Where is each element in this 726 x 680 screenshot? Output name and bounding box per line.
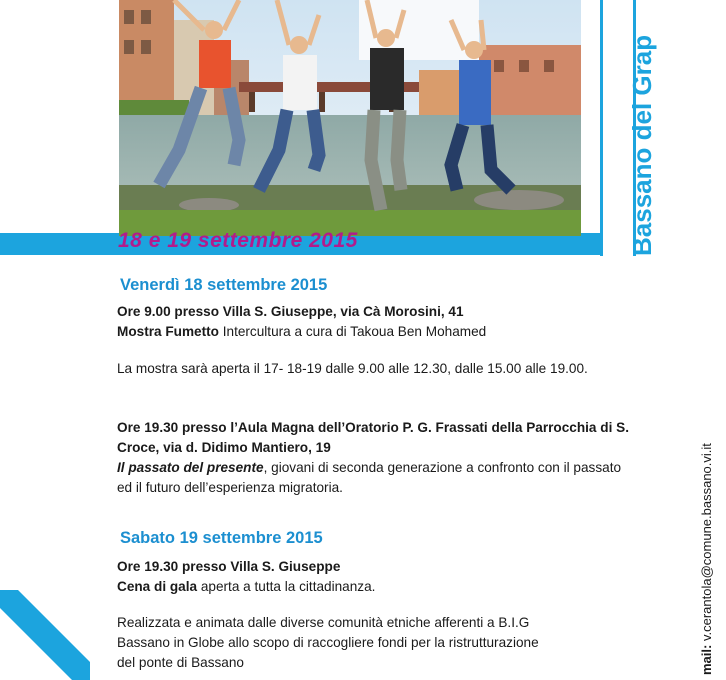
friday-item2 [117,418,632,498]
saturday-item1-desc: aperta a tutta la cittadinanza. [197,579,376,594]
friday-item1-desc: Intercultura a cura di Takoua Ben Mohamed [218,324,487,339]
event-dates: 18 e 19 settembre 2015 [118,229,358,252]
email-label: mail: [699,644,714,675]
friday-note: La mostra sarà aperta il 17- 18-19 dalle 9.00 alle 12.30, dalle 15.00 alle 19.00. [117,361,588,376]
side-title: Bassano del Grap [627,34,657,256]
friday-item2-desc: , giovani di seconda generazione a confronto con il passato ed il futuro dell’esperienza migratoria. [117,460,622,495]
friday-item1-body [117,322,632,342]
friday-item1-time: Ore 9.00 presso Villa S. Giuseppe, via Cà Morosini, 41 [117,304,464,319]
friday-item2-body [117,458,632,498]
saturday-item1-body [117,577,632,597]
saturday-title: Sabato 19 settembre 2015 [120,529,323,547]
contact-email[interactable] [699,443,715,675]
friday-item1 [117,302,632,342]
friday-item2-time: Ore 19.30 presso l’Aula Magna dell’Oratorio P. G. Frassati della Parrocchia di S. Croce, via d. Didimo Mantiero, 19 [117,420,629,455]
friday-title: Venerdì 18 settembre 2015 [120,276,328,294]
saturday-note: Realizzata e animata dalle diverse comunità etniche afferenti a B.I.G Bassano in Globe allo scopo di raccogliere fondi per la ristrutturazione del ponte di Bassano [117,615,539,670]
saturday-item1-time: Ore 19.30 presso Villa S. Giuseppe [117,559,341,574]
saturday-item1-title: Cena di gala [117,579,198,594]
friday-item2-title: Il passato del presente [117,460,264,475]
corner-stripe-decoration [0,590,90,680]
email-address: v.cerantola@comune.bassano.vi.it [699,443,714,645]
header-photo [119,0,581,236]
photo-illustration [119,0,581,236]
friday-item1-title: Mostra Fumetto [117,324,219,339]
saturday-item1 [117,557,632,597]
